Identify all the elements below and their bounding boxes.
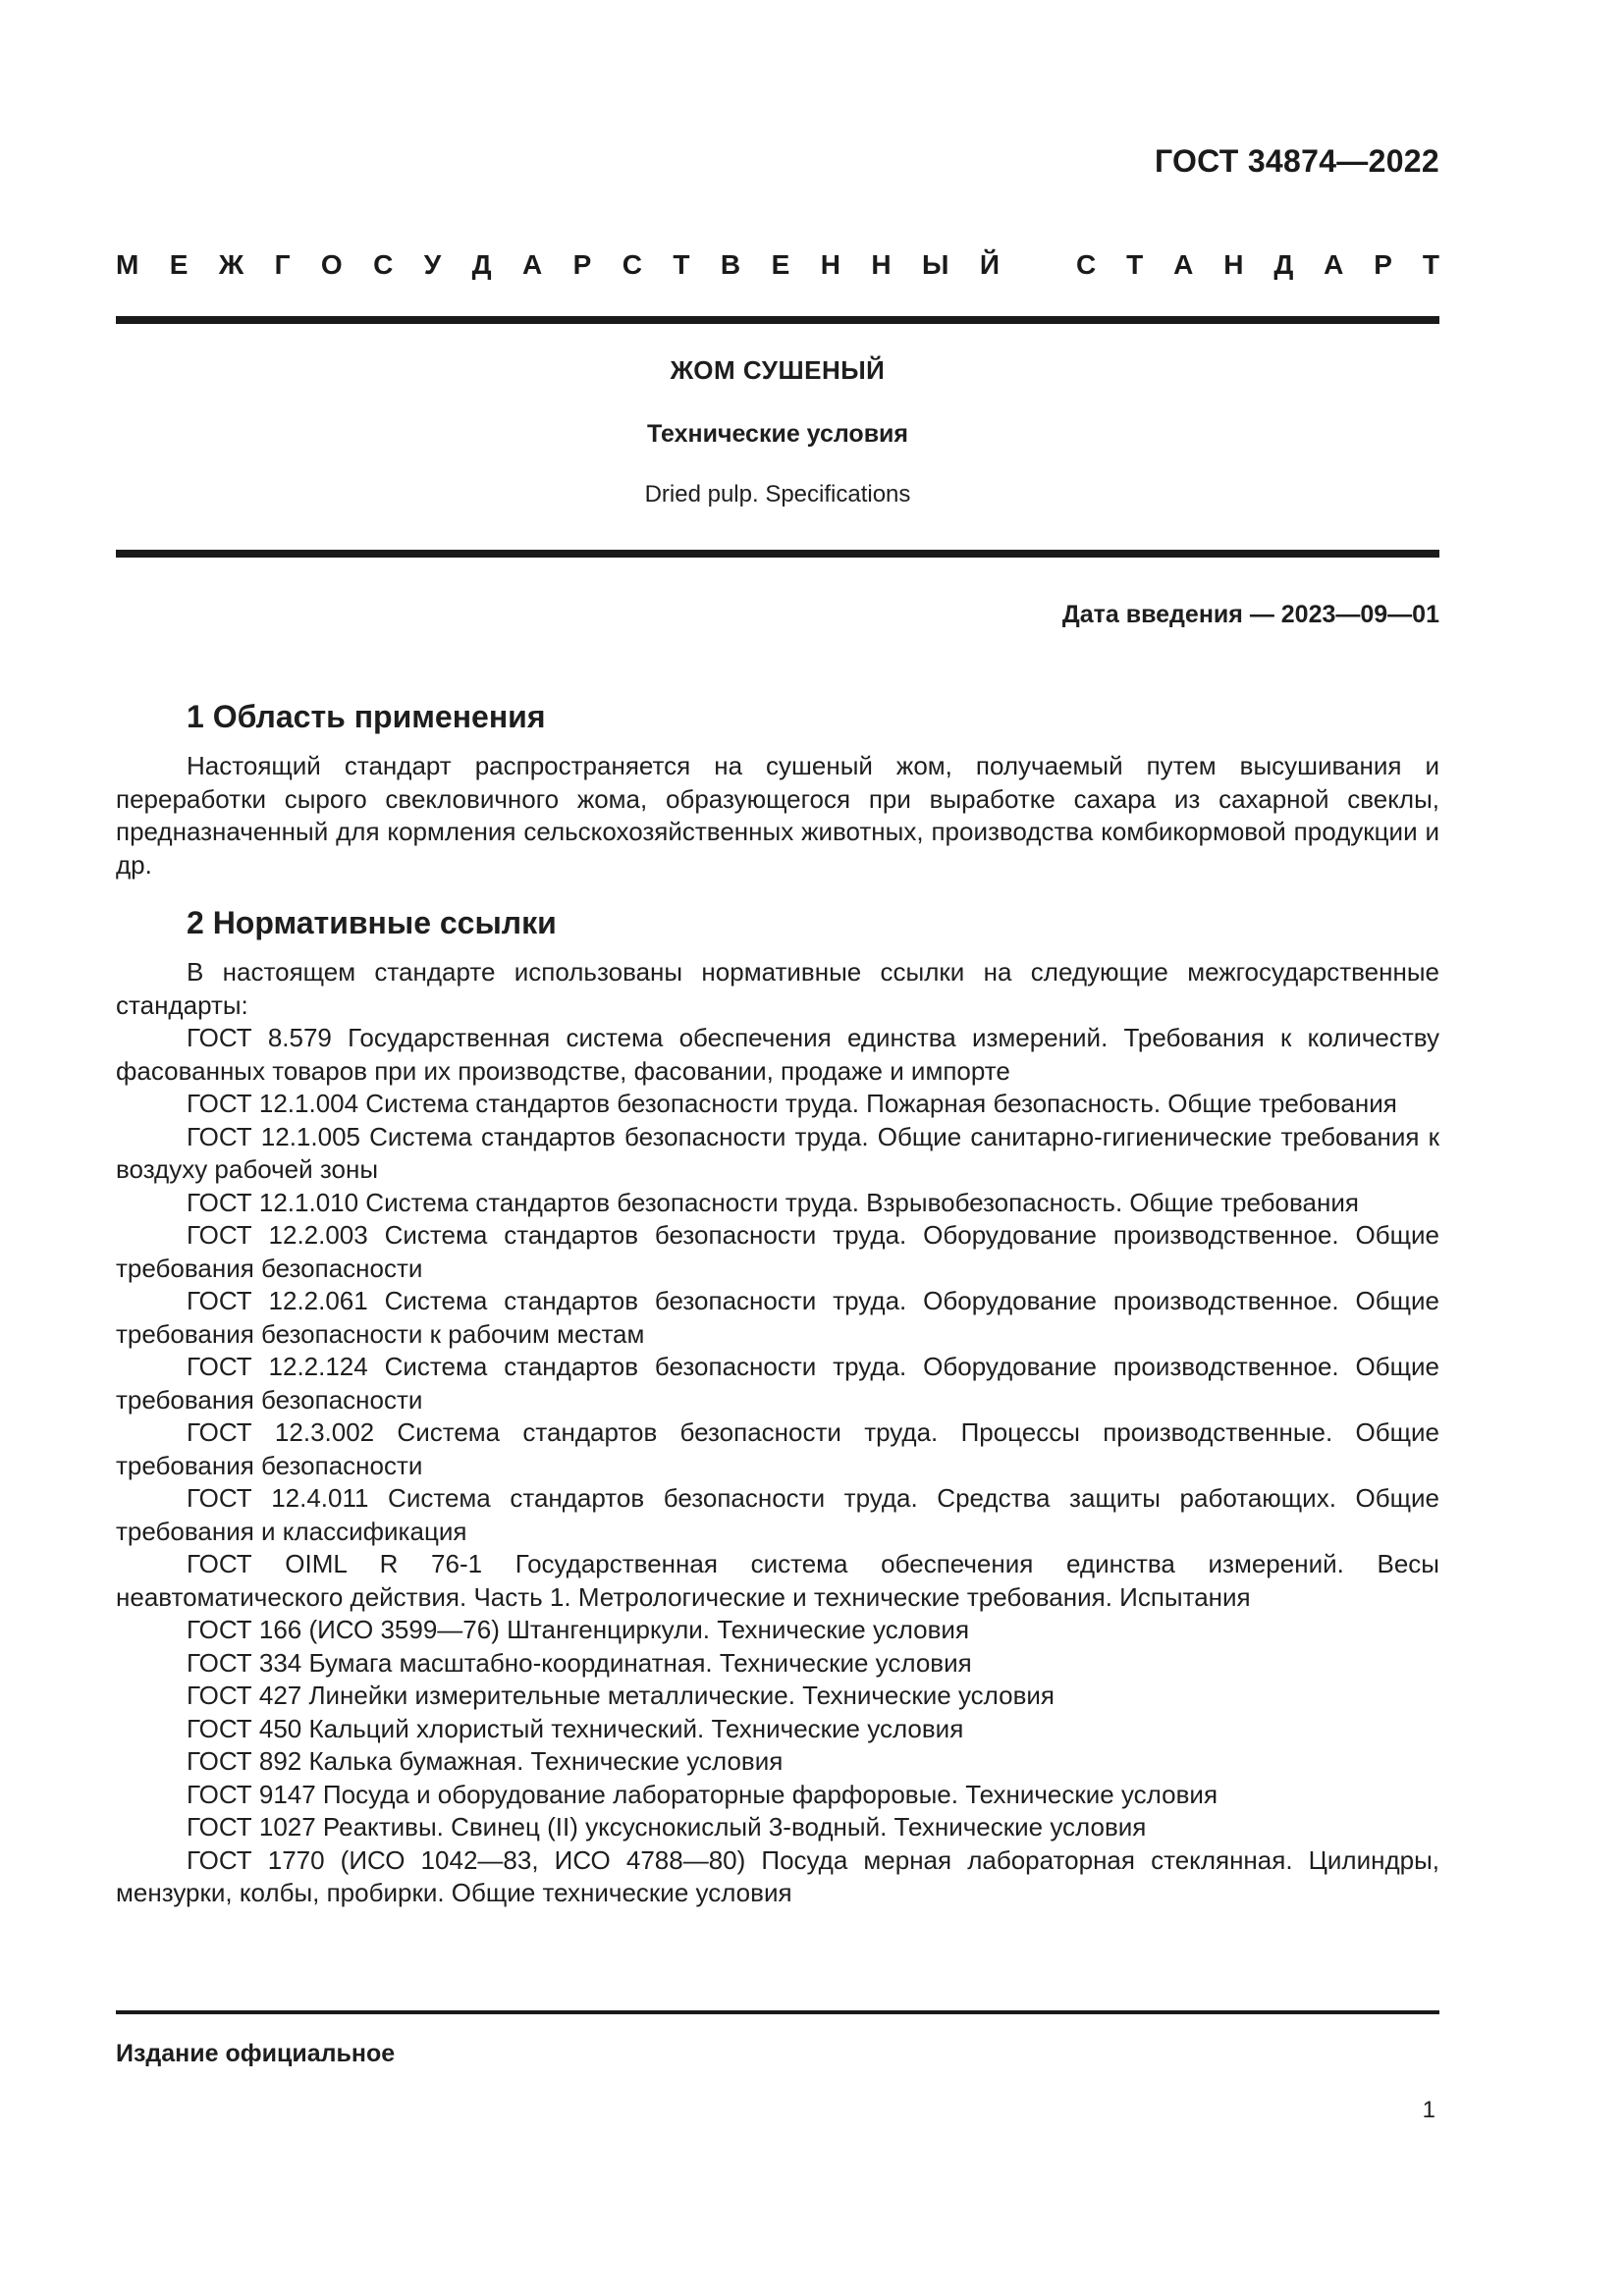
- reference-item: ГОСТ 12.2.124 Система стандартов безопасности труда. Оборудование производственное. Общие требования безопасности: [116, 1352, 1439, 1415]
- reference-item: ГОСТ 427 Линейки измерительные металлические. Технические условия: [187, 1681, 1055, 1710]
- reference-item: ГОСТ 12.1.004 Система стандартов безопасности труда. Пожарная безопасность. Общие требования: [187, 1089, 1397, 1118]
- footer-divider: [116, 2010, 1439, 2014]
- page-number: 1: [1422, 2097, 1435, 2123]
- standard-type-banner: [116, 249, 1439, 281]
- reference-item: ГОСТ 8.579 Государственная система обеспечения единства измерений. Требования к количеству фасованных товаров при их производстве, фасовании, продаже и импорте: [116, 1023, 1439, 1086]
- document-body: [116, 701, 1439, 1910]
- banner-word-interstate: М Е Ж Г О С У Д А Р С Т В Е Н Н Ы Й: [116, 249, 1000, 280]
- banner-word-standard: С Т А Н Д А Р Т: [1076, 249, 1439, 280]
- reference-item: ГОСТ 9147 Посуда и оборудование лабораторные фарфоровые. Технические условия: [187, 1779, 1218, 1809]
- reference-item: ГОСТ 12.1.005 Система стандартов безопасности труда. Общие санитарно-гигиенические требования к воздуху рабочей зоны: [116, 1121, 1439, 1184]
- document-subtitle: Технические условия: [646, 420, 909, 448]
- reference-item: ГОСТ 12.4.011 Система стандартов безопасности труда. Средства защиты работающих. Общие требования и классификация: [116, 1483, 1439, 1546]
- reference-item: ГОСТ 12.3.002 Система стандартов безопасности труда. Процессы производственные. Общие требования безопасности: [116, 1417, 1439, 1480]
- reference-item: ГОСТ 450 Кальций хлористый технический. Технические условия: [187, 1713, 964, 1743]
- section-heading-references: 2 Нормативные ссылки: [187, 905, 557, 940]
- document-title-english: Dried pulp. Specifications: [644, 481, 911, 507]
- title-divider: [116, 550, 1439, 558]
- document-title: ЖОМ СУШЕНЫЙ: [670, 355, 886, 385]
- reference-item: ГОСТ 1027 Реактивы. Свинец (II) уксуснокислый 3-водный. Технические условия: [187, 1812, 1147, 1842]
- introduction-date: Дата введения — 2023—09—01: [1061, 601, 1439, 628]
- reference-item: ГОСТ 334 Бумага масштабно-координатная. Технические условия: [187, 1647, 972, 1678]
- reference-item: ГОСТ 1770 (ИСО 1042—83, ИСО 4788—80) Посуда мерная лабораторная стеклянная. Цилиндры, мензурки, колбы, пробирки. Общие технические условия: [116, 1844, 1439, 1907]
- reference-list: [116, 1022, 1439, 1910]
- reference-item: ГОСТ 892 Калька бумажная. Технические условия: [187, 1746, 784, 1776]
- references-intro: В настоящем стандарте использованы нормативные ссылки на следующие межгосударственные стандарты:: [116, 957, 1439, 1020]
- document-number: ГОСТ 34874—2022: [1154, 143, 1439, 179]
- reference-item: ГОСТ OIML R 76-1 Государственная система обеспечения единства измерений. Весы неавтоматического действия. Часть 1. Метрологические и технические требования. Испытания: [116, 1549, 1439, 1612]
- section-heading-scope: 1 Область применения: [187, 699, 546, 734]
- reference-item: ГОСТ 166 (ИСО 3599—76) Штангенциркули. Технические условия: [187, 1615, 970, 1644]
- reference-item: ГОСТ 12.1.010 Система стандартов безопасности труда. Взрывобезопасность. Общие требования: [187, 1187, 1359, 1217]
- scope-paragraph: Настоящий стандарт распространяется на сушеный жом, получаемый путем высушивания и переработки сырого свекловичного жома, образующегося при выработке сахара из сахарной свеклы, предназначенный для кормления сельскохозяйственных животных, производства комбикормовой продукции и др.: [116, 751, 1439, 880]
- edition-note: Издание официальное: [116, 2040, 396, 2067]
- top-divider: [116, 316, 1439, 324]
- reference-item: ГОСТ 12.2.061 Система стандартов безопасности труда. Оборудование производственное. Общие требования безопасности к рабочим местам: [116, 1286, 1439, 1349]
- reference-item: ГОСТ 12.2.003 Система стандартов безопасности труда. Оборудование производственное. Общие требования безопасности: [116, 1220, 1439, 1283]
